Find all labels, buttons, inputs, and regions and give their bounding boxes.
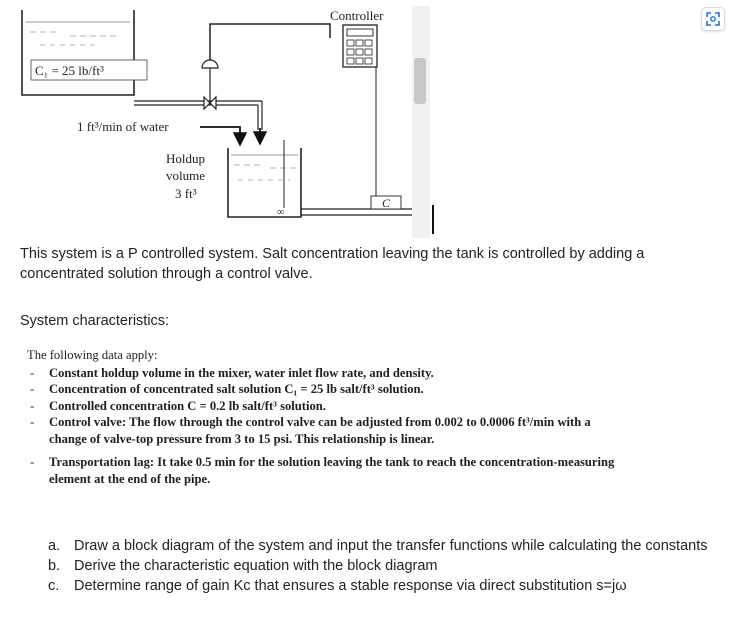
control-signal-line [210,24,330,60]
data-item: - Transportation lag: It take 0.5 min for the solution leaving the tank to reach the concentration-measuring element at the end of the pipe. [27,454,627,487]
question-list [48,536,738,596]
question-letter: a. [48,538,61,554]
mixing-tank [166,140,301,218]
concentration-label: C₁ = 25 lb/ft³ [35,63,104,78]
holdup-label-3: 3 ft³ [175,186,197,201]
system-heading: System characteristics: [20,313,170,329]
question-text: Derive the characteristic equation with the block diagram [74,558,438,574]
process-diagram [0,0,440,240]
water-flow-label: 1 ft³/min of water [77,119,169,134]
question-text: Draw a block diagram of the system and input the transfer functions while calculating the constants [74,538,708,554]
intro-text: This system is a P controlled system. Salt concentration leaving the tank is controlled by adding a concentrated solution through a control valve. [20,246,645,282]
diagram-scrollbar[interactable] [412,6,430,238]
question-text: Determine range of gain Kc that ensures a stable response via direct substitution s=jω [74,578,627,594]
sensor-label: C [382,196,391,210]
holdup-label-1: Holdup [166,151,205,166]
data-item: - Constant holdup volume in the mixer, water inlet flow rate, and density. [27,365,627,382]
question-item [48,556,738,576]
data-heading: The following data apply: [27,348,158,362]
question-item [48,536,738,556]
supply-tank [22,10,147,95]
data-item: - Concentration of concentrated salt solution C₁ = 25 lb salt/ft³ solution. [27,381,627,398]
data-list [27,347,627,487]
controller [330,8,384,67]
water-inlet [77,119,240,143]
question-letter: b. [48,558,61,574]
control-valve-icon [202,60,218,109]
question-item [48,576,738,596]
data-item: - Control valve: The flow through the control valve can be adjusted from 0.002 to 0.0006 ft³/min with a change of valve-top pressure from 3 to 15 psi. This relationship is linear. [27,414,627,447]
agitator-icon: ∞ [277,207,285,218]
question-letter: c. [48,578,60,594]
data-item: - Controlled concentration C = 0.2 lb salt/ft³ solution. [27,398,627,415]
scan-image-icon[interactable] [701,7,725,31]
controller-label: Controller [330,8,384,23]
holdup-label-2: volume [166,168,205,183]
diagram-scrollbar-thumb[interactable] [414,58,426,104]
